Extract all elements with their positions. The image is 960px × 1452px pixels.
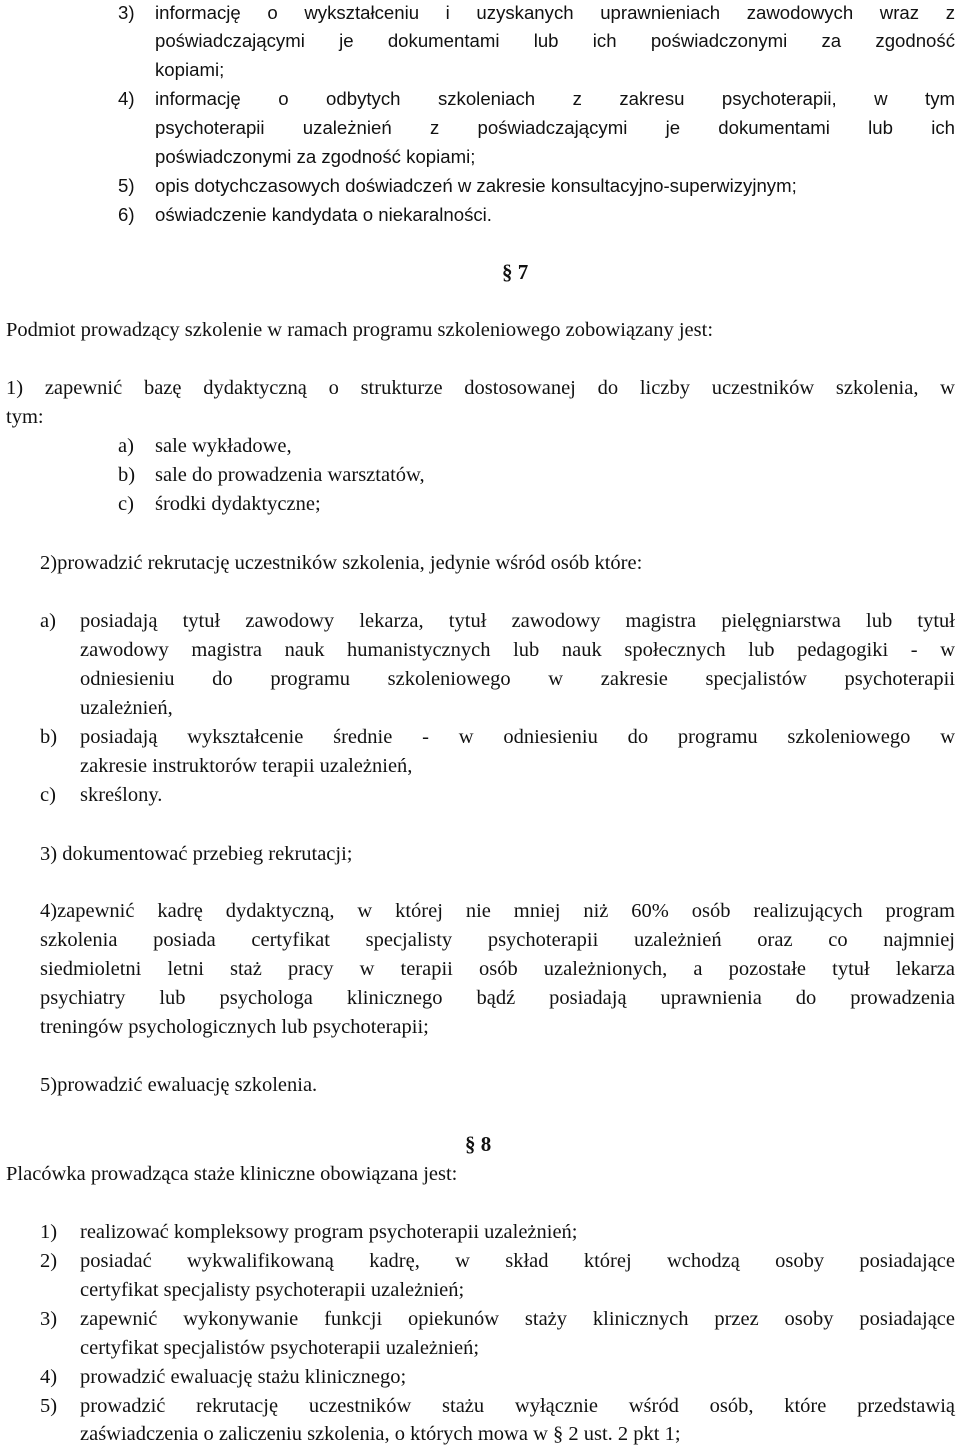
list-number: 5) [40,1395,58,1417]
list-item-text: posiadać wykwalifikowaną kadrę, w skład której wchodzą osoby posiadające [80,1250,955,1272]
list-number: 6) [118,204,135,225]
list-item-text: treningów psychologicznych lub psychoterapii; [40,1016,429,1038]
sub-item-text: zakresie instruktorów terapii uzależnień, [80,755,413,777]
list-item-text: 4)zapewnić kadrę dydaktyczną, w której nie mniej niż 60% osób realizujących program [40,900,955,922]
list-item-text: zapewnić wykonywanie funkcji opiekunów staży klinicznych przez osoby posiadające [80,1308,955,1330]
sub-item-text: zawodowy magistra nauk humanistycznych lub nauk społecznych lub pedagogiki - w [80,639,955,661]
list-item-text: informację o wykształceniu i uzyskanych uprawnieniach zawodowych wraz z [155,2,955,23]
sub-item-text: uzależnień, [80,697,173,719]
list-item-text: 5)prowadzić ewaluację szkolenia. [40,1074,318,1096]
list-item-text: prowadzić rekrutację uczestników stażu wyłącznie wśród osób, które przedstawią [80,1395,955,1417]
sub-item-text: środki dydaktyczne; [155,493,321,515]
list-number: 2) [40,1250,58,1272]
sub-item-letter: c) [40,784,56,806]
list-item-text: prowadzić ewaluację stażu klinicznego; [80,1366,407,1388]
list-item-text: zaświadczenia o zaliczeniu szkolenia, o których mowa w § 2 ust. 2 pkt 1; [80,1423,681,1445]
sub-item-letter: c) [118,493,134,515]
sub-item-letter: b) [40,726,58,748]
list-item-text: kopiami; [155,59,225,80]
list-item-text: certyfikat specjalistów psychoterapii uzależnień; [80,1337,480,1359]
list-item-text: 2)prowadzić rekrutację uczestników szkolenia, jedynie wśród osób które: [40,552,643,574]
sub-item-text: sale wykładowe, [155,435,292,457]
sub-item-letter: a) [40,610,56,632]
list-item-text: siedmioletni letni staż pracy w terapii osób uzależnionych, a pozostałe tytuł lekarza [40,958,955,980]
sub-item-letter: b) [118,464,136,486]
list-item-text: informację o odbytych szkoleniach z zakresu psychoterapii, w tym [155,88,955,109]
list-item-text: oświadczenie kandydata o niekaralności. [155,204,492,225]
list-item-text: poświadczonymi za zgodność kopiami; [155,146,476,167]
list-number: 1) [40,1221,58,1243]
list-number: 4) [40,1366,58,1388]
sub-item-text: posiadają tytuł zawodowy lekarza, tytuł zawodowy magistra pielęgniarstwa lub tytuł [80,610,955,632]
list-number: 4) [118,88,135,109]
list-number: 3) [40,1308,58,1330]
list-item-text: 3) dokumentować przebieg rekrutacji; [40,843,353,865]
sub-item-letter: a) [118,435,134,457]
list-item-text: psychiatry lub psychologa klinicznego bądź posiadają uprawnienia do prowadzenia [40,987,955,1009]
list-item-text: 1) zapewnić bazę dydaktyczną o strukturze dostosowanej do liczby uczestników szkolenia, w [6,377,955,399]
section-intro: Podmiot prowadzący szkolenie w ramach programu szkoleniowego zobowiązany jest: [6,319,714,341]
list-item-text: opis dotychczasowych doświadczeń w zakresie konsultacyjno-superwizyjnym; [155,175,797,196]
list-item-text: tym: [6,406,44,428]
sub-item-text: odniesieniu do programu szkoleniowego w zakresie specjalistów psychoterapii [80,668,955,690]
sub-item-text: sale do prowadzenia warsztatów, [155,464,425,486]
sub-item-text: skreślony. [80,784,163,806]
section-heading: § 7 [502,260,529,284]
list-item-text: psychoterapii uzależnień z poświadczającymi je dokumentami lub ich [155,117,955,138]
list-item-text: certyfikat specjalisty psychoterapii uzależnień; [80,1279,465,1301]
list-number: 3) [118,2,135,23]
sub-item-text: posiadają wykształcenie średnie - w odniesieniu do programu szkoleniowego w [80,726,955,748]
list-item-text: poświadczającymi je dokumentami lub ich poświadczonymi za zgodność [155,30,955,51]
list-number: 5) [118,175,135,196]
list-item-text: realizować kompleksowy program psychoterapii uzależnień; [80,1221,578,1243]
section-heading: § 8 [465,1132,492,1156]
section-intro: Placówka prowadząca staże kliniczne obowiązana jest: [6,1163,458,1185]
list-item-text: szkolenia posiada certyfikat specjalisty psychoterapii uzależnień oraz co najmniej [40,929,955,951]
